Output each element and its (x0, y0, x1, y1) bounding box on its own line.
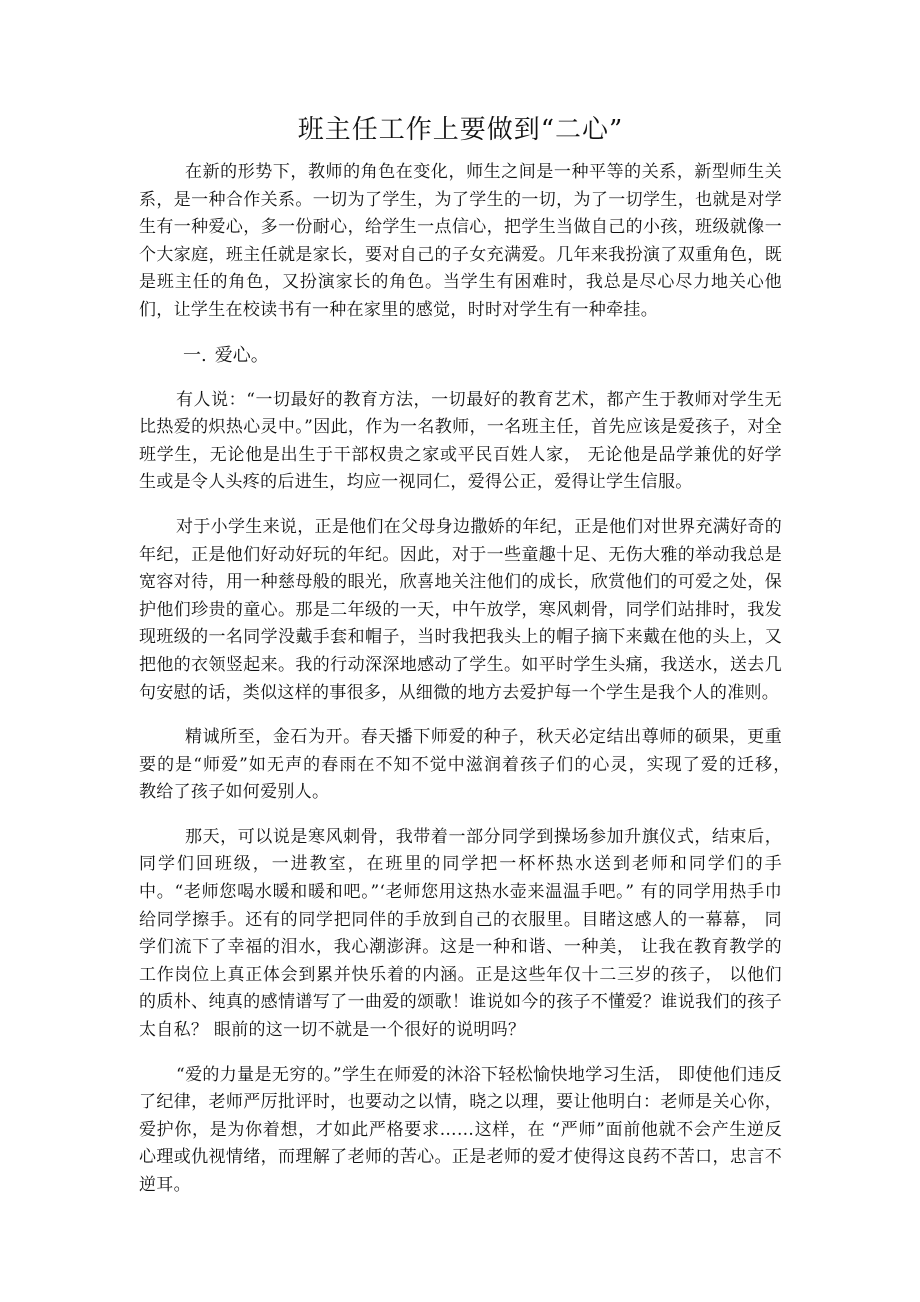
document-title: 班主任工作上要做到“二心” (297, 115, 624, 145)
body-paragraph-1: 有人说：“一切最好的教育方法，一切最好的教育艺术，都产生于教师对学生无比热爱的炽热心灵中。”因此，作为一名教师，一名班主任，首先应该是爱孩子，对全班学生，无论他是出生于干部权贵之家或平民百姓人家， 无论他是品学兼优的好学生或是令人头疼的后进生，均应一视同仁，爱得公正，爱得让学生信服。 (139, 389, 782, 493)
document-page (139, 112, 806, 1217)
body-paragraph-2: 对于小学生来说，正是他们在父母身边撒娇的年纪，正是他们对世界充满好奇的年纪，正是他们好动好玩的年纪。因此，对于一些童趣十足、无伤大雅的举动我总是宽容对待，用一种慈母般的眼光，欣喜地关注他们的成长，欣赏他们的可爱之处，保护他们珍贵的童心。那是二年级的一天，中午放学，寒风刺骨，同学们站排时，我发现班级的一名同学没戴手套和帽子，当时我把我头上的帽子摘下来戴在他的头上，又把他的衣领竖起来。我的行动深深地感动了学生。如平时学生头痛，我送水，送去几句安慰的话，类似这样的事很多，从细微的地方去爱护每一个学生是我个人的准则。 (139, 516, 782, 703)
body-paragraph-3: 精诚所至，金石为开。春天播下师爱的种子，秋天必定结出尊师的硕果，更重要的是“师爱”如无声的春雨在不知不觉中滋润着孩子们的心灵，实现了爱的迁移， 教给了孩子如何爱别人。 (139, 727, 806, 803)
section-number: 一. (183, 344, 207, 366)
section-heading-1 (139, 342, 782, 370)
intro-paragraph: 在新的形势下，教师的角色在变化，师生之间是一种平等的关系，新型师生关系，是一种合作关系。一切为了学生，为了学生的一切，为了一切学生，也就是对学生有一种爱心，多一份耐心，给学生一点信心，把学生当做自己的小孩，班级就像一个大家庭，班主任就是家长，要对自己的子女充满爱。几年来我扮演了双重角色，既是班主任的角色，又扮演家长的角色。当学生有困难时，我总是尽心尽力地关心他们，让学生在校读书有一种在家里的感觉，时时对学生有一种牵挂。 (139, 162, 782, 320)
section-heading-text: 爱心。 (214, 344, 269, 366)
body-paragraph-4: 那天，可以说是寒风刺骨，我带着一部分同学到操场参加升旗仪式，结束后，同学们回班级，一进教室，在班里的同学把一杯杯热水送到老师和同学们的手中。“老师您喝水暖和暖和吧。”‘老师您用这热水壶来温温手吧。” 有的同学用热手巾给同学擦手。还有的同学把同伴的手放到自己的衣服里。目睹这感人的一幕幕， 同学们流下了幸福的泪水，我心潮澎湃。这是一种和谐、一种美， 让我在教育教学的工作岗位上真正体会到累并快乐着的内涵。正是这些年仅十二三岁的孩子， 以他们的质朴、纯真的感情谱写了一曲爱的颂歌！谁说如今的孩子不懂爱？谁说我们的孩子太自私？ 眼前的这一切不就是一个很好的说明吗？ (139, 826, 782, 1041)
body-paragraph-5: “爱的力量是无穷的。”学生在师爱的沐浴下轻松愉快地学习生活， 即使他们违反了纪律，老师严厉批评时，也要动之以情，晓之以理，要让他明白：老师是关心你，爱护你，是为你着想，才如此严格要求……这样，在 “严师”面前他就不会产生逆反心理或仇视情绪，而理解了老师的苦心。正是老师的爱才使得这良药不苦口，忠言不逆耳。 (139, 1064, 782, 1195)
